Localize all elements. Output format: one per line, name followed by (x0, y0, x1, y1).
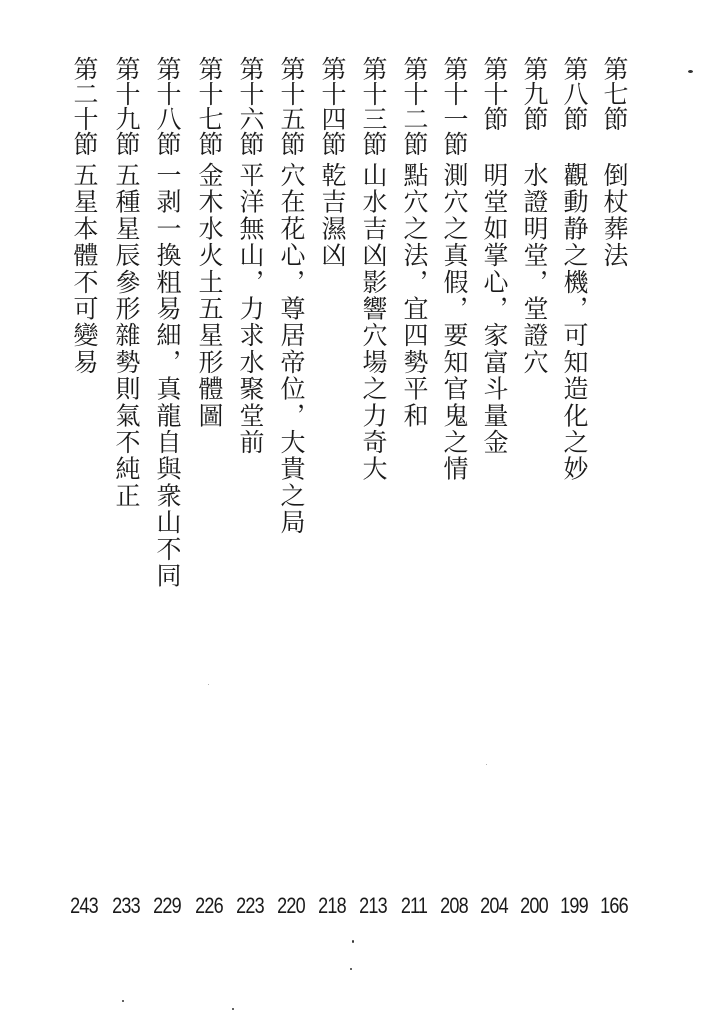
section-number: 第十六節 (236, 56, 265, 156)
section-title: 水證明堂，堂證穴 (520, 162, 549, 376)
page-number: 208 (440, 893, 468, 918)
toc-entry (477, 0, 511, 1026)
section-title: 五種星辰參形雜勢則氣不純正 (112, 162, 141, 510)
section-number: 第十九節 (112, 56, 141, 156)
section-number: 第十三節 (359, 56, 388, 156)
section-title: 五星本體不可變易 (70, 162, 99, 376)
scan-speck (352, 940, 354, 943)
scan-speck (208, 684, 209, 685)
section-title: 乾吉濕凶 (318, 162, 347, 269)
page-number: 204 (480, 893, 508, 918)
toc-entry (397, 0, 431, 1026)
toc-entry (517, 0, 551, 1026)
toc-entry (356, 0, 390, 1026)
section-number: 第十二節 (400, 56, 429, 156)
section-number: 第八節 (560, 56, 589, 131)
section-title: 測穴之真假，要知官鬼之情 (440, 162, 469, 483)
page-number: 233 (112, 893, 140, 918)
page-number: 226 (195, 893, 223, 918)
page-number: 213 (359, 893, 387, 918)
toc-entry (233, 0, 267, 1026)
section-title: 點穴之法，宜四勢平和 (400, 162, 429, 429)
scan-speck (232, 1008, 234, 1010)
toc-entry (557, 0, 591, 1026)
section-title: 山水吉凶影響穴場之力奇大 (359, 162, 388, 483)
toc-entry (109, 0, 143, 1026)
section-number: 第十八節 (153, 56, 182, 156)
section-number: 第七節 (600, 56, 629, 131)
section-title: 穴在花心，尊居帝位，大貴之局 (277, 162, 306, 536)
section-number: 第九節 (520, 56, 549, 131)
page-number: 243 (70, 893, 98, 918)
toc-entry (192, 0, 226, 1026)
section-number: 第十一節 (440, 56, 469, 156)
section-title: 金木水火土五星形體圖 (195, 162, 224, 429)
scan-speck (688, 70, 693, 73)
page-number: 200 (520, 893, 548, 918)
toc-entry (437, 0, 471, 1026)
page-number: 223 (236, 893, 264, 918)
toc-entry (597, 0, 631, 1026)
page-number: 166 (600, 893, 628, 918)
page-number: 218 (318, 893, 346, 918)
page-number: 220 (277, 893, 305, 918)
section-number: 第十五節 (277, 56, 306, 156)
toc-entry (150, 0, 184, 1026)
section-number: 第二十節 (70, 56, 99, 156)
scan-speck (350, 968, 352, 970)
section-title: 觀動静之機，可知造化之妙 (560, 162, 589, 483)
page-number: 211 (400, 893, 428, 918)
toc-entry (67, 0, 101, 1026)
section-title: 明堂如掌心，家富斗量金 (480, 162, 509, 456)
section-number: 第十四節 (318, 56, 347, 156)
section-title: 平洋無山，力求水聚堂前 (236, 162, 265, 456)
page-number: 199 (560, 893, 588, 918)
section-number: 第十節 (480, 56, 509, 131)
section-title: 倒杖葬法 (600, 162, 629, 269)
section-title: 一剥一換粗易細，真龍自與衆山不同 (153, 162, 182, 590)
toc-entry (274, 0, 308, 1026)
scan-speck (122, 1000, 124, 1002)
scan-speck (486, 764, 487, 765)
section-number: 第十七節 (195, 56, 224, 156)
page-number: 229 (153, 893, 181, 918)
toc-entry (315, 0, 349, 1026)
